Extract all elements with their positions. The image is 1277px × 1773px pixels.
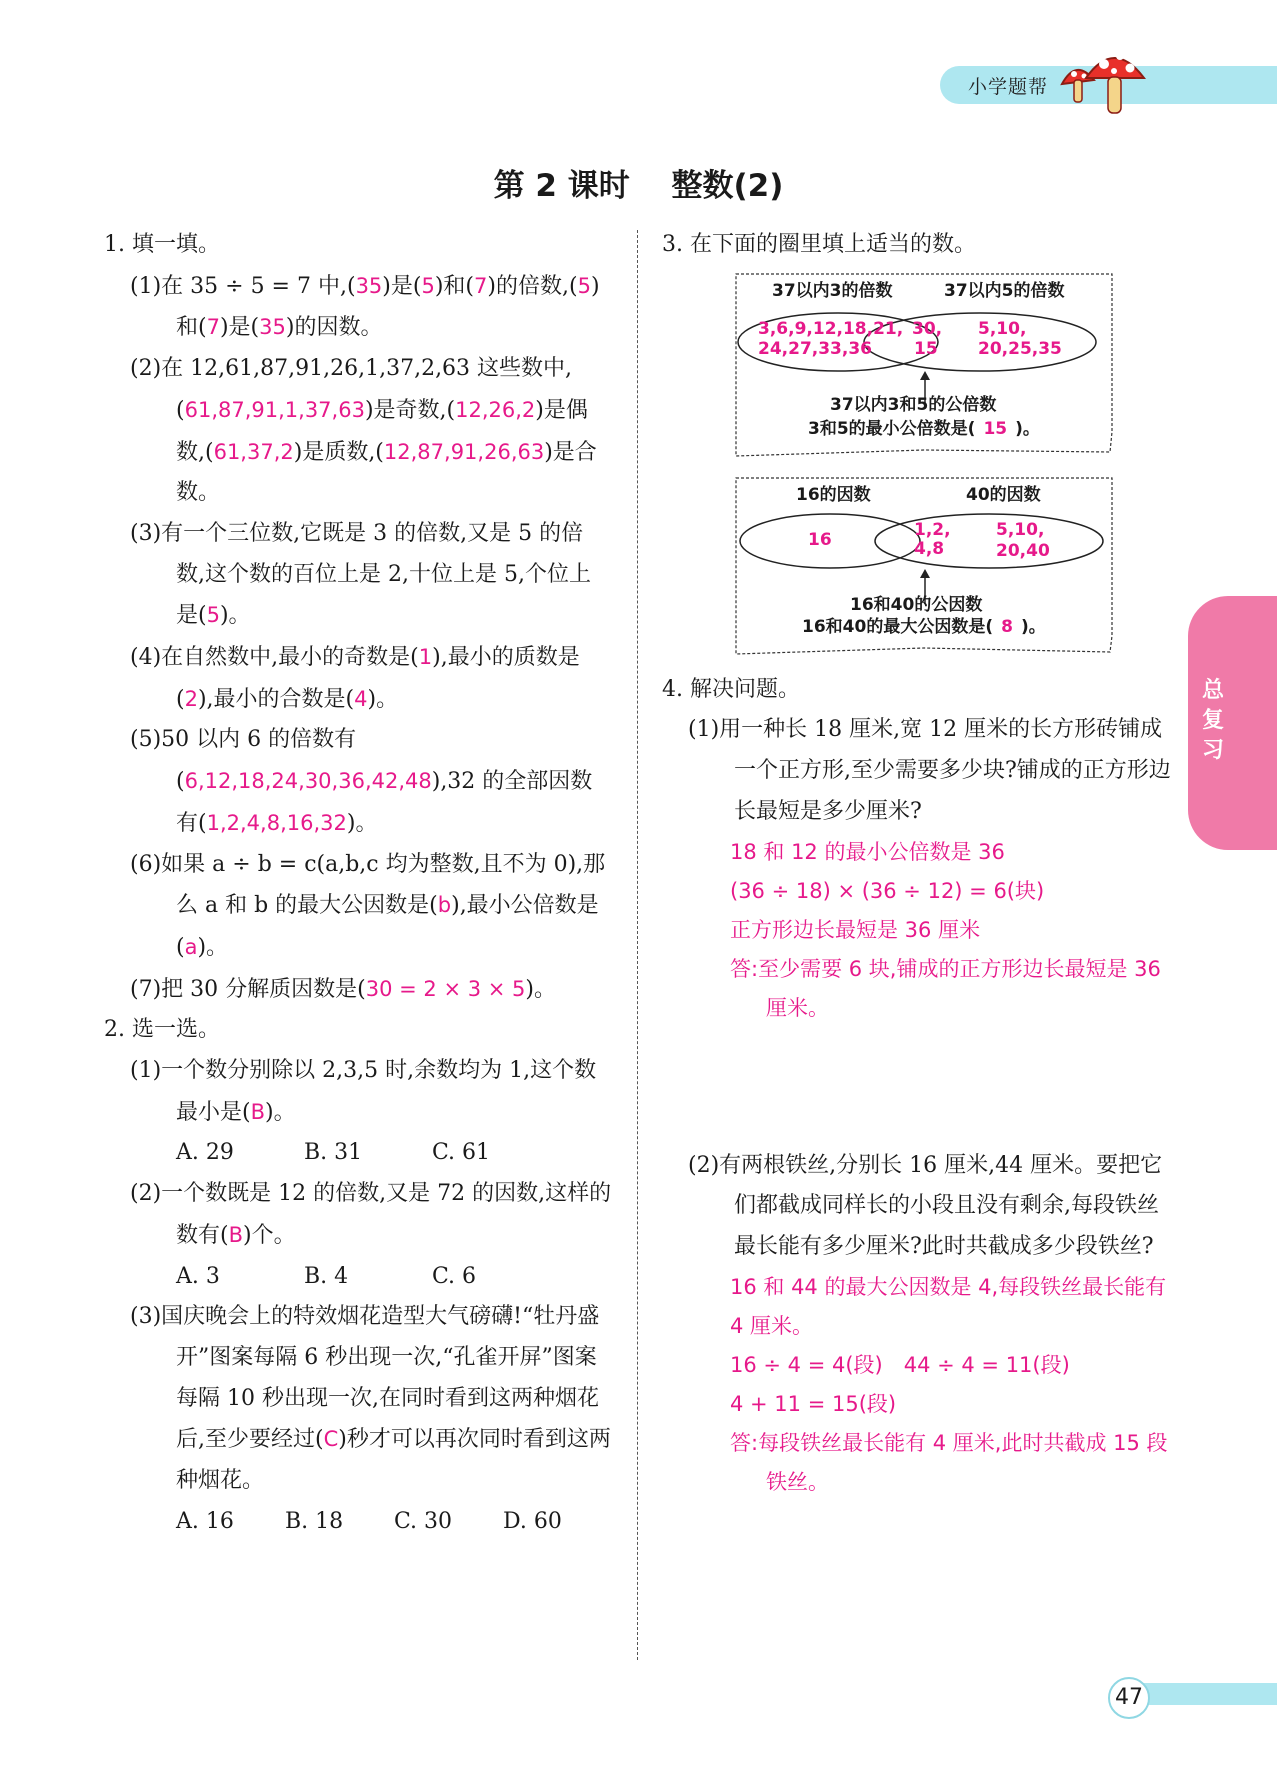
choice: D. 60: [503, 1508, 562, 1534]
q1-part3: (3)有一个三位数,它既是 3 的倍数,又是 5 的倍数,这个数的百位上是 2,十位上是 5,个位上是(5)。: [130, 520, 591, 629]
venn1-mid-line1: 30,: [912, 318, 943, 339]
right-column: [662, 225, 1172, 1502]
choice: A. 16: [176, 1508, 234, 1534]
q4-heading: 4. 解决问题。: [662, 676, 800, 702]
q4-part2: (2)有两根铁丝,分别长 16 厘米,44 厘米。要把它们都截成同样长的小段且没有剩余,每段铁丝最长能有多少厘米?此时共截成多少段铁丝?: [688, 1152, 1163, 1259]
venn2-left-label: 16的因数: [796, 484, 871, 505]
venn1-right-label: 37以内5的倍数: [944, 280, 1065, 301]
q4-part2-answer: 16 ÷ 4 = 4(段) 44 ÷ 4 = 11(段): [730, 1352, 1070, 1377]
q1-part6: (6)如果 a ÷ b = c(a,b,c 均为整数,且不为 0),那么 a 和 b 的最大公因数是(b),最小公倍数是(a)。: [130, 851, 606, 960]
q2-part3: (3)国庆晚会上的特效烟花造型大气磅礴!“牡丹盛开”图案每隔 6 秒出现一次,“孔雀开屏”图案每隔 10 秒出现一次,在同时看到这两种烟花后,至少要经过(C)秒才可以再次同时看到这两种烟花。: [130, 1304, 611, 1494]
choice: B. 4: [304, 1263, 349, 1289]
venn-multiples: [734, 272, 1116, 464]
left-column: [104, 225, 612, 1543]
choice: B. 18: [285, 1508, 344, 1534]
q4-part1-answer: 答:至少需要 6 块,铺成的正方形边长最短是 36 厘米。: [730, 956, 1161, 1020]
q4-part1: (1)用一种长 18 厘米,宽 12 厘米的长方形砖铺成一个正方形,至少需要多少块?铺成的正方形边长最短是多少厘米?: [688, 717, 1171, 824]
choice: A. 3: [176, 1263, 220, 1289]
q4-part2-answer: 答:每段铁丝最长能有 4 厘米,此时共截成 15 段铁丝。: [730, 1430, 1168, 1494]
q1-part2: (2)在 12,61,87,91,26,1,37,2,63 这些数中,(61,87,91,1,37,63)是奇数,(12,26,2)是偶数,(61,37,2)是质数,(12,87,91,26,63)是合数。: [130, 356, 597, 506]
q1-part7: (7)把 30 分解质因数是(30 = 2 × 3 × 5)。: [130, 976, 556, 1002]
venn1-left-line2: 24,27,33,36: [758, 338, 873, 359]
page-number: 47: [1108, 1677, 1150, 1719]
lesson-title: 第 2 课时 整数(2): [493, 168, 784, 204]
venn2-left-line1: 16: [808, 529, 832, 550]
q1-part5: (5)50 以内 6 的倍数有(6,12,18,24,30,36,42,48),32 的全部因数有(1,2,4,8,16,32)。: [130, 727, 593, 836]
venn2-mid-line2: 4,8: [914, 538, 945, 559]
q4-part1-answer: 正方形边长最短是 36 厘米: [730, 917, 981, 942]
venn2-right-line2: 20,40: [996, 540, 1050, 561]
q1-part1: (1)在 35 ÷ 5 = 7 中,(35)是(5)和(7)的倍数,(5)和(7)是(35)的因数。: [130, 273, 600, 341]
brand-label: 小学题帮: [968, 76, 1049, 98]
venn1-mid-line2: 15: [914, 338, 938, 359]
q4-part2-answer: 16 和 44 的最大公因数是 4,每段铁丝最长能有 4 厘米。: [730, 1274, 1167, 1338]
q4-part1-answer: 18 和 12 的最小公倍数是 36: [730, 839, 1005, 864]
venn2-caption2: 16和40的最大公因数是( 8 )。: [802, 616, 1046, 637]
q2-part1: (1)一个数分别除以 2,3,5 时,余数均为 1,这个数最小是(B)。: [130, 1058, 597, 1125]
choice: A. 29: [176, 1140, 234, 1166]
q2-heading: 2. 选一选。: [104, 1017, 220, 1043]
venn1-right-line2: 20,25,35: [978, 338, 1062, 359]
choice: C. 30: [394, 1508, 453, 1534]
q1-heading: 1. 填一填。: [104, 232, 220, 257]
q2-part2-choices: [104, 1257, 612, 1298]
q4-part1-answer: (36 ÷ 18) × (36 ÷ 12) = 6(块): [730, 878, 1045, 903]
q3-heading: 3. 在下面的圈里填上适当的数。: [662, 232, 976, 257]
q2-part2: (2)一个数既是 12 的倍数,又是 72 的因数,这样的数有(B)个。: [130, 1181, 612, 1248]
venn1-caption1: 37以内3和5的公倍数: [830, 394, 997, 415]
q4-part2-answer: 4 + 11 = 15(段): [730, 1391, 897, 1416]
venn1-caption2: 3和5的最小公倍数是( 15 )。: [808, 418, 1040, 439]
venn-factors: [734, 476, 1116, 662]
choice: C. 61: [432, 1140, 491, 1166]
venn1-left-label: 37以内3的倍数: [772, 280, 893, 301]
q1-part4: (4)在自然数中,最小的奇数是(1),最小的质数是(2),最小的合数是(4)。: [130, 645, 580, 712]
venn2-right-line1: 5,10,: [996, 519, 1045, 540]
footer-band: [1138, 1683, 1277, 1705]
side-tab-label: 总 复 习: [1201, 678, 1224, 763]
choice: C. 6: [432, 1263, 477, 1289]
q2-part3-choices: [104, 1502, 612, 1543]
venn1-left-line1: 3,6,9,12,18,21,: [758, 318, 904, 339]
venn2-mid-line1: 1,2,: [914, 519, 951, 540]
mushroom-icon: [1060, 44, 1170, 116]
q2-part1-choices: [104, 1133, 612, 1174]
venn2-right-label: 40的因数: [966, 484, 1041, 505]
venn2-caption1: 16和40的公因数: [850, 594, 983, 615]
venn1-right-line1: 5,10,: [978, 318, 1027, 339]
column-divider: [637, 230, 638, 1660]
choice: B. 31: [304, 1140, 363, 1166]
